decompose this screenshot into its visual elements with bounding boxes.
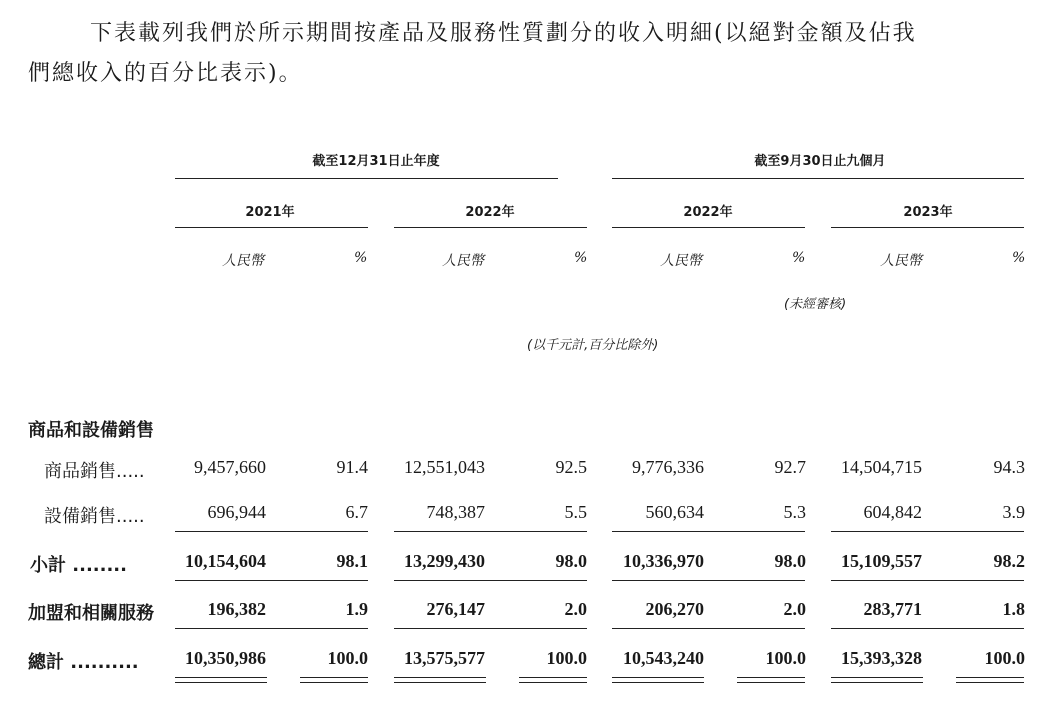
table-cell: 91.4 xyxy=(336,457,368,477)
divider-line xyxy=(831,628,1024,629)
table-cell: 5.5 xyxy=(564,502,587,522)
divider-line xyxy=(175,628,368,629)
double-underline xyxy=(737,682,805,683)
divider-line xyxy=(175,531,368,532)
row-label-goods-sales: 商品銷售..... xyxy=(44,461,145,482)
intro-line-1: 下表載列我們於所示期間按產品及服務性質劃分的收入明細(以絕對金額及佔我 xyxy=(90,21,917,46)
divider-line xyxy=(612,628,805,629)
table-cell: 696,944 xyxy=(207,502,266,522)
table-cell: 1.8 xyxy=(1002,599,1025,619)
section-title: 商品和設備銷售 xyxy=(28,420,154,441)
divider-line xyxy=(831,531,1024,532)
double-underline xyxy=(612,677,704,678)
divider-line xyxy=(175,580,368,581)
double-underline xyxy=(394,677,486,678)
double-underline xyxy=(519,682,587,683)
double-underline xyxy=(300,677,368,678)
row-label-equipment-sales: 設備銷售..... xyxy=(44,506,145,527)
table-cell: 15,393,328 xyxy=(841,648,922,668)
year-header: 2023年 xyxy=(903,205,953,220)
table-cell: 10,543,240 xyxy=(623,648,704,668)
unaudited-note: (未經審核) xyxy=(784,297,847,312)
table-cell: 92.7 xyxy=(774,457,806,477)
divider-line xyxy=(612,227,805,228)
table-cell: 92.5 xyxy=(555,457,587,477)
year-header: 2021年 xyxy=(245,205,295,220)
table-cell: 748,387 xyxy=(426,502,485,522)
divider-line xyxy=(612,531,805,532)
table-cell: 6.7 xyxy=(345,502,368,522)
double-underline xyxy=(831,682,923,683)
period-header-year: 截至12月31日止年度 xyxy=(312,154,440,169)
table-cell: 604,842 xyxy=(863,502,922,522)
table-cell: 196,382 xyxy=(207,599,266,619)
table-cell: 9,457,660 xyxy=(194,457,266,477)
table-cell: 94.3 xyxy=(993,457,1025,477)
divider-line xyxy=(612,178,1024,179)
percent-label: % xyxy=(574,250,588,266)
divider-line xyxy=(394,628,587,629)
double-underline xyxy=(300,682,368,683)
year-header: 2022年 xyxy=(465,205,515,220)
table-cell: 98.0 xyxy=(774,551,806,571)
intro-line-2: 們總收入的百分比表示)。 xyxy=(28,61,303,86)
table-cell: 100.0 xyxy=(765,648,806,668)
divider-line xyxy=(612,580,805,581)
table-cell: 100.0 xyxy=(546,648,587,668)
table-cell: 10,154,604 xyxy=(185,551,266,571)
table-cell: 12,551,043 xyxy=(404,457,485,477)
table-cell: 276,147 xyxy=(426,599,485,619)
table-cell: 1.9 xyxy=(345,599,368,619)
percent-label: % xyxy=(1012,250,1026,266)
percent-label: % xyxy=(792,250,806,266)
divider-line xyxy=(394,580,587,581)
double-underline xyxy=(175,677,267,678)
table-cell: 10,350,986 xyxy=(185,648,266,668)
table-cell: 100.0 xyxy=(984,648,1025,668)
table-cell: 98.0 xyxy=(555,551,587,571)
year-header: 2022年 xyxy=(683,205,733,220)
table-cell: 2.0 xyxy=(783,599,806,619)
percent-label: % xyxy=(354,250,368,266)
table-cell: 283,771 xyxy=(863,599,922,619)
double-underline xyxy=(175,682,267,683)
divider-line xyxy=(831,580,1024,581)
table-cell: 13,299,430 xyxy=(404,551,485,571)
table-cell: 5.3 xyxy=(783,502,806,522)
table-cell: 9,776,336 xyxy=(632,457,704,477)
table-cell: 98.1 xyxy=(336,551,368,571)
double-underline xyxy=(612,682,704,683)
divider-line xyxy=(831,227,1024,228)
divider-line xyxy=(175,227,368,228)
double-underline xyxy=(831,677,923,678)
double-underline xyxy=(737,677,805,678)
divider-line xyxy=(394,227,587,228)
currency-label: 人民幣 xyxy=(442,253,484,269)
double-underline xyxy=(956,677,1024,678)
currency-label: 人民幣 xyxy=(660,253,702,269)
table-cell: 3.9 xyxy=(1002,502,1025,522)
table-cell: 14,504,715 xyxy=(841,457,922,477)
table-cell: 100.0 xyxy=(327,648,368,668)
table-cell: 2.0 xyxy=(564,599,587,619)
row-label-subtotal: 小計 ........ xyxy=(30,555,127,576)
double-underline xyxy=(394,682,486,683)
table-cell: 15,109,557 xyxy=(841,551,922,571)
intro-paragraph xyxy=(28,14,1028,94)
divider-line xyxy=(394,531,587,532)
divider-line xyxy=(175,178,558,179)
period-header-nine-months: 截至9月30日止九個月 xyxy=(754,154,886,169)
double-underline xyxy=(519,677,587,678)
table-cell: 206,270 xyxy=(645,599,704,619)
row-label-total: 總計 .......... xyxy=(28,652,139,673)
currency-label: 人民幣 xyxy=(880,253,922,269)
table-cell: 98.2 xyxy=(993,551,1025,571)
currency-label: 人民幣 xyxy=(222,253,264,269)
double-underline xyxy=(956,682,1024,683)
unit-note: (以千元計,百分比除外) xyxy=(527,338,659,353)
table-cell: 13,575,577 xyxy=(404,648,485,668)
row-label-franchise-services: 加盟和相關服務 xyxy=(28,603,154,624)
table-cell: 560,634 xyxy=(645,502,704,522)
table-cell: 10,336,970 xyxy=(623,551,704,571)
